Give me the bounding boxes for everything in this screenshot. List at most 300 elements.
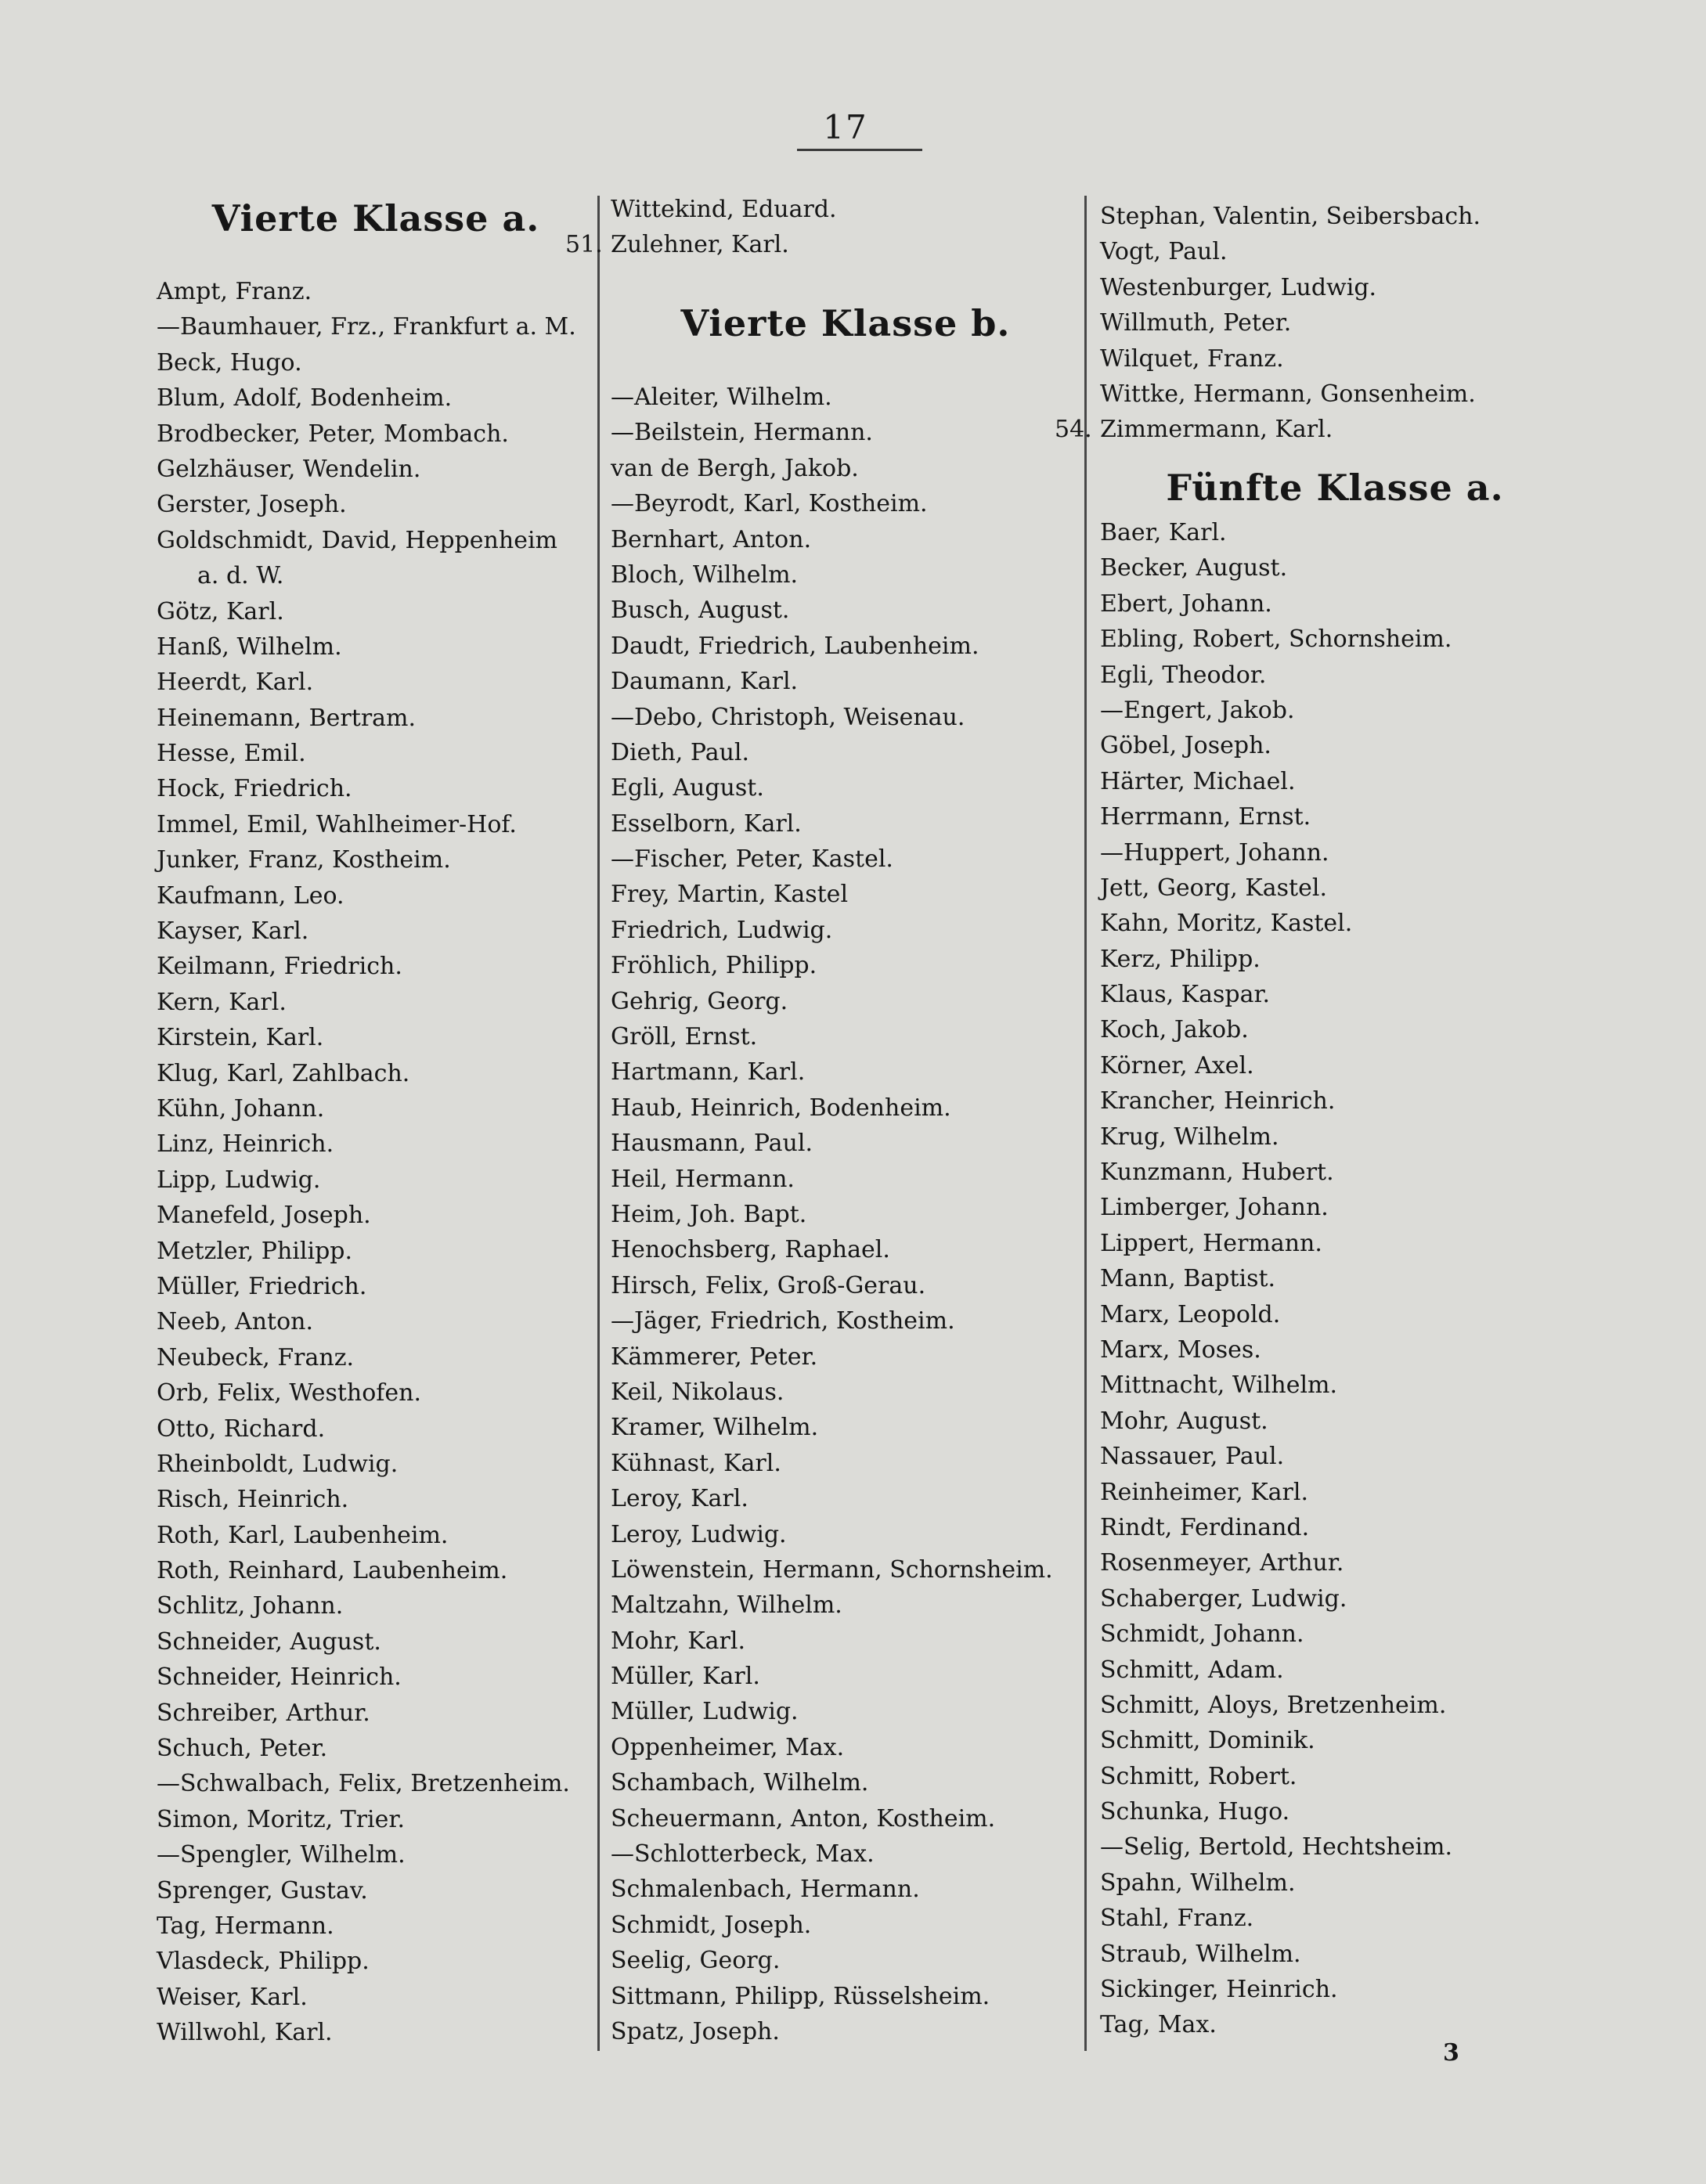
student-name: Straub, Wilhelm. [1100,1940,1301,1968]
student-name: Schmidt, Joseph. [611,1911,812,1939]
list-item [1100,1226,1570,1261]
student-name: Kühn, Johann. [157,1094,325,1123]
student-name: Schneider, Heinrich. [157,1663,402,1692]
list-item [611,1624,1080,1659]
student-name: Busch, August. [611,596,790,625]
student-name: Neeb, Anton. [157,1308,313,1336]
list-item [611,806,1080,842]
list-item [1100,1510,1570,1545]
student-name: Wittekind, Eduard. [611,196,837,223]
student-name: Hanß, Wilhelm. [157,632,342,661]
student-name: —Huppert, Johann. [1100,838,1329,867]
list-item [157,914,595,949]
student-name: Vlasdeck, Philipp. [157,1948,370,1976]
list-item [611,192,1080,227]
list-item [1100,1972,1570,2007]
student-name: Schmitt, Aloys, Bretzenheim. [1100,1691,1447,1719]
student-name: Rindt, Ferdinand. [1100,1513,1310,1541]
student-name: Keil, Nikolaus. [611,1378,784,1406]
list-item [157,1624,595,1660]
list-item [157,1873,595,1908]
list-item [157,1766,595,1801]
list-item [157,1304,595,1339]
list-item [1100,1012,1570,1047]
student-name: Kahn, Moritz, Kastel. [1100,910,1353,938]
student-name: Tag, Hermann. [157,1912,334,1940]
list-item [611,735,1080,770]
list-item [611,1943,1080,1978]
list-item [611,380,1080,415]
student-name: Stephan, Valentin, Seibersbach. [1100,203,1481,230]
student-name: Linz, Heinrich. [157,1130,334,1159]
list-item [1100,906,1570,941]
list-item [157,1162,595,1198]
list-item [1055,412,1570,447]
student-name: Willmuth, Peter. [1100,309,1292,337]
list-item [565,227,1080,262]
student-name: Schreiber, Arthur. [157,1699,370,1727]
student-name: Marx, Moses. [1100,1335,1261,1364]
student-name: Tag, Max. [1100,2011,1217,2039]
student-name: Marx, Leopold. [1100,1300,1281,1328]
list-item [611,1232,1080,1267]
list-item [157,701,595,736]
student-name: Krancher, Heinrich. [1100,1087,1336,1115]
list-item [611,1588,1080,1623]
list-item [1100,1616,1570,1652]
student-name: Ebert, Johann. [1100,589,1272,618]
list-item [157,345,595,380]
student-name: Baer, Karl. [1100,519,1227,546]
student-name: Nassauer, Paul. [1100,1443,1285,1471]
student-name: Gerster, Joseph. [157,491,347,519]
student-name: Weiser, Karl. [157,1983,308,2011]
column-divider-1 [597,196,600,2051]
list-item [1100,1332,1570,1368]
list-item [157,1588,595,1624]
student-name: Schneider, August. [157,1627,381,1656]
student-name: Daudt, Friedrich, Laubenheim. [611,632,979,660]
student-name: Scheuermann, Anton, Kostheim. [611,1804,996,1833]
list-item [611,557,1080,593]
name-list-continued-vierte-klasse-b [1055,199,1570,448]
list-item [611,1410,1080,1445]
list-item [1100,270,1570,305]
list-item [1100,1794,1570,1829]
student-name: Risch, Heinrich. [157,1486,349,1514]
list-item [1100,1865,1570,1901]
list-item [611,1090,1080,1126]
list-item [157,274,595,309]
student-name: —Beilstein, Hermann. [611,419,873,447]
list-item [611,593,1080,628]
list-item [611,451,1080,486]
student-name: Wilquet, Franz. [1100,344,1284,373]
student-name: Kämmerer, Peter. [611,1342,818,1371]
student-name: —Fischer, Peter, Kastel. [611,845,893,874]
student-name: Spatz, Joseph. [611,2017,780,2045]
list-item [611,1730,1080,1765]
list-item [1100,942,1570,977]
student-name: Becker, August. [1100,554,1288,582]
list-item [1100,1723,1570,1758]
student-name: Metzler, Philipp. [157,1237,353,1265]
student-name: Körner, Axel. [1100,1051,1254,1079]
list-item [611,1019,1080,1054]
list-item [1100,728,1570,763]
student-name: Härter, Michael. [1100,767,1296,795]
list-item [1100,1545,1570,1580]
student-name: Manefeld, Joseph. [157,1202,371,1230]
name-list-continued-vierte-klasse-a [565,192,1080,263]
student-name: Müller, Karl. [611,1663,760,1691]
student-name: Sprenger, Gustav. [157,1876,368,1905]
student-name: Haub, Heinrich, Bodenheim. [611,1094,951,1122]
student-name: Wittke, Hermann, Gonsenheim. [1100,380,1476,408]
student-name: Goldschmidt, David, Heppenheim [157,526,557,554]
student-name: Otto, Richard. [157,1415,326,1443]
column-divider-2 [1084,196,1087,2051]
column-vierte-klasse-b [565,0,1080,2184]
list-item [1100,764,1570,799]
student-name: Fröhlich, Philipp. [611,952,817,980]
list-item [157,771,595,806]
page-number: 17 [823,108,868,146]
list-item [611,1446,1080,1481]
list-item [1100,1688,1570,1723]
list-item [1100,550,1570,586]
list-item [157,1908,595,1944]
student-name: Bloch, Wilhelm. [611,560,799,589]
list-item [157,1731,595,1766]
student-name: Schmitt, Dominik. [1100,1727,1315,1755]
student-name: Simon, Moritz, Trier. [157,1805,405,1833]
list-item [157,452,595,487]
student-name: Hartmann, Karl. [611,1058,806,1087]
list-item [157,1980,595,2015]
list-item [611,1801,1080,1836]
student-name: Klaus, Kaspar. [1100,981,1271,1009]
list-item [611,877,1080,912]
student-name: Mittnacht, Wilhelm. [1100,1371,1338,1400]
student-name: Jett, Georg, Kastel. [1100,874,1327,902]
student-name: Schmalenbach, Hermann. [611,1876,920,1904]
list-item [157,1411,595,1447]
student-name: Esselborn, Karl. [611,809,802,838]
student-name: Junker, Franz, Kostheim. [157,846,451,874]
list-item [1100,1937,1570,1972]
student-name: Mohr, Karl. [611,1627,745,1655]
name-list-vierte-klasse-a [157,274,595,2051]
list-item [1100,1297,1570,1332]
list-item [1100,305,1570,341]
student-name: Vogt, Paul. [1100,238,1228,266]
list-item [611,1694,1080,1729]
list-item [611,1197,1080,1232]
list-item [157,1696,595,1731]
student-name: Willwohl, Karl. [157,2019,333,2047]
student-name: Schmidt, Johann. [1100,1620,1304,1649]
list-item [1100,586,1570,622]
student-name: Müller, Friedrich. [157,1272,367,1300]
student-name: Lippert, Hermann. [1100,1229,1322,1257]
student-name: Gehrig, Georg. [611,987,788,1015]
list-item [157,665,595,700]
list-item [611,1979,1080,2014]
list-item [157,1340,595,1375]
student-name: Kern, Karl. [157,988,287,1016]
student-name: Neubeck, Franz. [157,1343,355,1371]
student-name: Krug, Wilhelm. [1100,1123,1279,1151]
student-name: Blum, Adolf, Bodenheim. [157,384,453,413]
student-name: Sickinger, Heinrich. [1100,1976,1338,2004]
student-name: Bernhart, Anton. [611,525,812,553]
list-item [157,1837,595,1872]
list-item [611,1836,1080,1872]
list-item [157,1091,595,1126]
student-name: Löwenstein, Hermann, Schornsheim. [611,1555,1053,1584]
student-name: Beck, Hugo. [157,348,302,377]
student-name: Oppenheimer, Max. [611,1733,845,1761]
list-item [1100,2007,1570,2042]
student-name: Roth, Karl, Laubenheim. [157,1521,449,1549]
list-item [157,487,595,522]
list-item [157,380,595,416]
list-item [1100,1439,1570,1474]
student-name: Rosenmeyer, Arthur. [1100,1549,1344,1577]
student-name: Gelzhäuser, Wendelin. [157,455,421,483]
student-name: Gröll, Ernst. [611,1023,758,1051]
list-item [1100,1048,1570,1083]
list-item [1100,515,1570,550]
list-item [611,1268,1080,1303]
student-name: Daumann, Karl. [611,668,799,696]
student-name: Immel, Emil, Wahlheimer-Hof. [157,810,517,838]
student-name: Hausmann, Paul. [611,1130,813,1158]
list-item [157,878,595,914]
list-item [157,1447,595,1482]
student-name: Kirstein, Karl. [157,1024,324,1052]
student-name: Stahl, Franz. [1100,1905,1254,1933]
list-item [611,1481,1080,1516]
student-name: Schmitt, Adam. [1100,1656,1284,1684]
student-name: Mohr, August. [1100,1407,1268,1435]
list-item [157,2015,595,2050]
list-item [1100,693,1570,728]
list-item [611,1872,1080,1907]
list-item [157,1126,595,1162]
student-name: —Spengler, Wilhelm. [157,1841,406,1869]
list-item [611,1517,1080,1552]
list-item [1100,1368,1570,1403]
list-item [611,1339,1080,1375]
student-name: Schuch, Peter. [157,1735,328,1763]
list-item [157,985,595,1020]
student-name: Egli, August. [611,774,764,802]
student-name: Hock, Friedrich. [157,775,352,803]
sheet-signature-mark: 3 [1443,2039,1459,2067]
list-item [157,629,595,665]
list-item [611,415,1080,450]
student-name: Henochsberg, Raphael. [611,1236,890,1264]
list-item [611,1908,1080,1943]
student-name: —Debo, Christoph, Weisenau. [611,703,965,731]
student-name: Leroy, Ludwig. [611,1520,787,1548]
list-item [157,523,595,558]
list-item [157,558,595,593]
student-name: Spahn, Wilhelm. [1100,1869,1296,1897]
list-item [157,1944,595,1979]
student-name: Heinemann, Bertram. [157,704,417,732]
list-item [611,1303,1080,1339]
heading-fuenfte-klasse-a: Fünfte Klasse a. [1166,467,1504,509]
list-number: 54. [1055,416,1092,444]
list-item [157,1234,595,1269]
list-item [1100,1404,1570,1439]
student-name: Hirsch, Felix, Groß-Gerau. [611,1271,926,1299]
list-item [1100,622,1570,657]
list-item [611,1162,1080,1197]
list-item [611,1126,1080,1161]
student-name: Heil, Hermann. [611,1165,795,1193]
student-name: Westenburger, Ludwig. [1100,273,1377,301]
student-name: Kühnast, Karl. [611,1449,781,1477]
list-item [1100,1261,1570,1296]
student-name: Brodbecker, Peter, Mombach. [157,420,509,448]
student-name: Schaberger, Ludwig. [1100,1584,1347,1613]
student-name: Ebling, Robert, Schornsheim. [1100,625,1452,654]
student-name: Dieth, Paul. [611,738,750,766]
student-name: Roth, Reinhard, Laubenheim. [157,1557,508,1585]
list-item [611,522,1080,557]
student-name: Heim, Joh. Bapt. [611,1200,807,1228]
student-name: Kunzmann, Hubert. [1100,1159,1334,1187]
list-item [157,949,595,984]
student-name: Friedrich, Ludwig. [611,916,833,944]
student-name: Müller, Ludwig. [611,1698,799,1726]
list-item [611,1659,1080,1694]
student-name: Egli, Theodor. [1100,661,1267,689]
list-item [1100,977,1570,1012]
student-name: Kerz, Philipp. [1100,945,1261,973]
list-item [1100,799,1570,834]
student-name: Schmitt, Robert. [1100,1762,1297,1790]
student-name: Orb, Felix, Westhofen. [157,1379,422,1407]
list-item [1100,1190,1570,1225]
student-name: van de Bergh, Jakob. [611,454,859,482]
list-item [611,629,1080,664]
list-item [1100,1475,1570,1510]
list-item [611,486,1080,521]
student-name: —Schlotterbeck, Max. [611,1840,875,1869]
list-item [1100,341,1570,377]
student-name: —Jäger, Friedrich, Kostheim. [611,1307,955,1335]
student-name: Koch, Jakob. [1100,1016,1249,1044]
list-item [157,1198,595,1233]
name-list-vierte-klasse-b [611,380,1080,2049]
list-item [611,1765,1080,1800]
student-name: Herrmann, Ernst. [1100,803,1311,831]
list-item [157,807,595,842]
student-name: Zulehner, Karl. [611,231,789,259]
column-vierte-klasse-a [157,0,595,2184]
list-number: 51. [565,231,603,259]
list-item [611,2014,1080,2049]
column-fuenfte-klasse-a [1055,0,1570,2184]
student-name: Mann, Baptist. [1100,1265,1276,1293]
student-name: Kaufmann, Leo. [157,881,344,910]
list-item [611,1552,1080,1588]
name-list-fuenfte-klasse-a [1100,515,1570,2043]
student-name: Schlitz, Johann. [157,1592,344,1620]
student-name: Schambach, Wilhelm. [611,1769,869,1797]
list-item [157,842,595,878]
list-item [611,984,1080,1019]
list-item [1100,1759,1570,1794]
list-item [157,594,595,629]
student-name: —Aleiter, Wilhelm. [611,384,832,411]
list-item [1100,1155,1570,1190]
list-item [1100,870,1570,906]
list-item [611,842,1080,877]
student-name: —Selig, Bertold, Hechtsheim. [1100,1833,1453,1861]
student-name: Klug, Karl, Zahlbach. [157,1059,410,1087]
student-name: Heerdt, Karl. [157,669,314,697]
list-item [1100,1901,1570,1936]
list-item [611,700,1080,735]
student-name: Sittmann, Philipp, Rüsselsheim. [611,1982,990,2010]
list-item [1100,1652,1570,1688]
list-item [157,416,595,452]
list-item [1100,1581,1570,1616]
student-name: Hesse, Emil. [157,740,306,768]
list-item [1100,234,1570,269]
student-name: Frey, Martin, Kastel [611,881,849,909]
student-name: Limberger, Johann. [1100,1194,1329,1222]
list-item [1100,1083,1570,1119]
student-name: Schunka, Hugo. [1100,1798,1290,1826]
student-name: Lipp, Ludwig. [157,1166,321,1194]
list-item [157,1660,595,1695]
student-name: Kramer, Wilhelm. [611,1414,819,1442]
heading-vierte-klasse-a: Vierte Klasse a. [211,197,540,240]
list-item [157,1482,595,1517]
list-item [1100,835,1570,870]
heading-vierte-klasse-b: Vierte Klasse b. [680,302,1011,344]
list-item [157,309,595,344]
list-item [157,736,595,771]
student-name: Leroy, Karl. [611,1485,748,1513]
list-item [157,1056,595,1091]
list-item [157,1020,595,1055]
list-item [611,948,1080,983]
list-item [611,664,1080,699]
student-name: Seelig, Georg. [611,1947,781,1975]
student-name: —Schwalbach, Felix, Bretzenheim. [157,1770,570,1798]
list-item [157,1518,595,1553]
student-name: Maltzahn, Wilhelm. [611,1591,842,1620]
student-name: Göbel, Joseph. [1100,732,1271,760]
list-item [611,1375,1080,1410]
student-name: Rheinboldt, Ludwig. [157,1450,399,1478]
list-item [611,770,1080,805]
student-name: Reinheimer, Karl. [1100,1478,1309,1506]
list-item [1100,658,1570,693]
student-name: Zimmermann, Karl. [1100,416,1333,444]
list-item [611,913,1080,948]
student-name: —Beyrodt, Karl, Kostheim. [611,490,928,518]
student-name: Ampt, Franz. [157,278,312,305]
